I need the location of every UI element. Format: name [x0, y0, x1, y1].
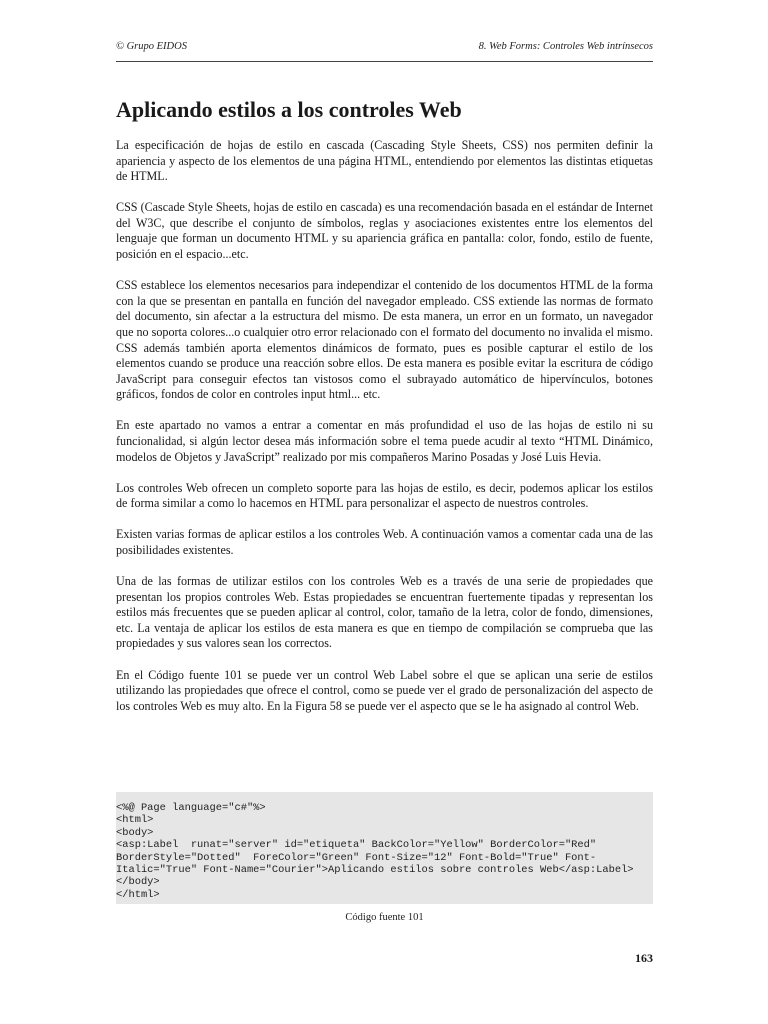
- code-caption: Código fuente 101: [345, 912, 424, 923]
- code-line: <html>: [116, 814, 154, 827]
- paragraph: Existen varias formas de aplicar estilos a los controles Web. A continuación vamos a comentar cada una de las posibilidades existentes.: [116, 527, 653, 557]
- paragraph: Los controles Web ofrecen un completo soporte para las hojas de estilo, es decir, podemos aplicar los estilos de forma similar a como lo hacemos en HTML para personalizar el aspecto de nuestros controles.: [116, 480, 653, 511]
- code-line: <body>: [116, 826, 154, 839]
- paragraph: Una de las formas de utilizar estilos con los controles Web es a través de una serie de propiedades que presentan los propios controles Web. Estas propiedades se encuentran fuertemente tipadas y representan los estilos más frecuentes que se pueden aplicar al control, color, tamaño de la letra, color de fondo, dimensiones, etc. La ventaja de aplicar los estilos de esta manera es que en tiempo de compilación se comprueba que las propiedades y sus valores sean los correctos.: [116, 574, 653, 651]
- document-page: [116, 0, 653, 1024]
- code-line: <asp:Label runat="server" id="etiqueta" BackColor="Yellow" BorderColor="Red": [116, 839, 597, 852]
- running-header: [116, 41, 653, 52]
- paragraph: CSS establece los elementos necesarios para independizar el contenido de los documentos HTML de la forma con la que se presentan en pantalla en función del navegador empleado. CSS extiende las normas de formato del documento, sin afectar a la estructura del mismo. De esta manera, un error en un formato, un navegador que no soporta colores...o cualquier otro error relacionado con el formato del documento no invalida el mismo. CSS además también aporta elementos dinámicos de formato, pues es posible capturar el estilo de los elementos cuando se produce una reacción sobre ellos. De esta manera es posible evitar la escritura de código JavaScript para conseguir efectos tan vistosos como el subrayado automático de hipervínculos, botones gráficos, fondos de color en controles input html... etc.: [116, 278, 653, 402]
- code-listing: [116, 792, 653, 904]
- code-line: </html>: [116, 888, 160, 901]
- body-text: [116, 138, 653, 730]
- code-line: Italic="True" Font-Name="Courier">Aplicando estilos sobre controles Web</asp:Label>: [116, 864, 634, 877]
- paragraph: En este apartado no vamos a entrar a comentar en más profundidad el uso de las hojas de estilo ni su funcionalidad, si algún lector desea más información sobre el tema puede acudir al texto “HTML Dinámico, modelos de Objetos y JavaScript” realizado por mis compañeros Marino Posadas y José Luis Hevia.: [116, 418, 653, 464]
- header-publisher: © Grupo EIDOS: [116, 41, 187, 52]
- paragraph: En el Código fuente 101 se puede ver un control Web Label sobre el que se aplican una serie de estilos utilizando las propiedades que ofrece el control, como se puede ver el grado de personalización del aspecto de los controles Web es muy alto. En la Figura 58 se puede ver el aspecto que se le ha asignado al control Web.: [116, 667, 653, 713]
- section-title: Aplicando estilos a los controles Web: [116, 97, 462, 122]
- header-chapter: 8. Web Forms: Controles Web intrínsecos: [478, 41, 653, 52]
- code-line: BorderStyle="Dotted" ForeColor="Green" Font-Size="12" Font-Bold="True" Font-: [116, 851, 597, 864]
- header-divider: [116, 61, 653, 62]
- code-line: <%@ Page language="c#"%>: [116, 802, 266, 814]
- page-number: 163: [635, 951, 653, 965]
- paragraph: CSS (Cascade Style Sheets, hojas de estilo en cascada) es una recomendación basada en el estándar de Internet del W3C, que describe el conjunto de símbolos, reglas y asociaciones existentes entre los elementos del lenguaje que forman un documento HTML y su apariencia gráfica en pantalla: color, fondo, estilo de fuente, posición en el espacio...etc.: [116, 200, 653, 262]
- code-line: </body>: [116, 876, 160, 889]
- paragraph: La especificación de hojas de estilo en cascada (Cascading Style Sheets, CSS) nos permiten definir la apariencia y aspecto de los elementos de una página HTML, entendiendo por elementos las distintas etiquetas de HTML.: [116, 138, 653, 184]
